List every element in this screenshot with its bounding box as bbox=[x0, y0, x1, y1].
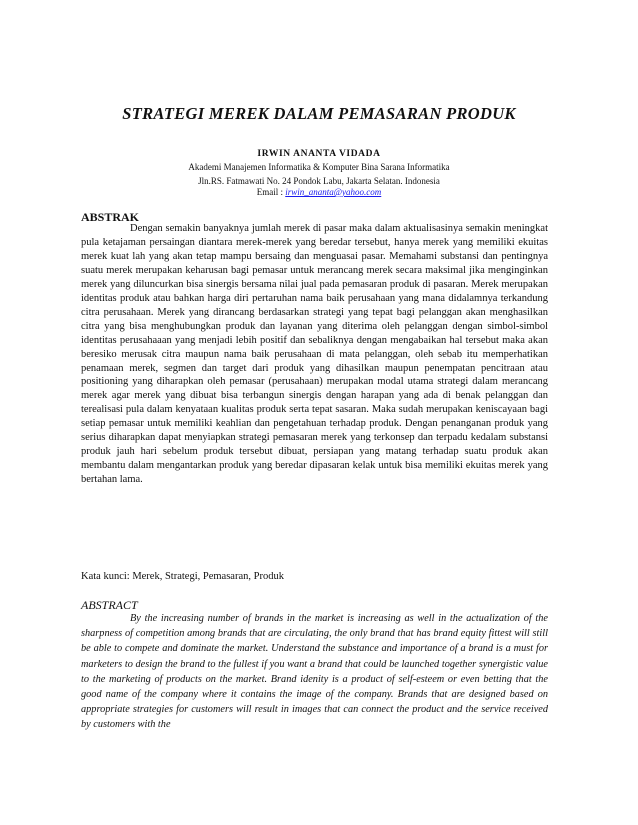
affiliation-address: Jln.RS. Fatmawati No. 24 Pondok Labu, Jakarta Selatan. Indonesia bbox=[198, 176, 440, 186]
paper-title: STRATEGI MEREK DALAM PEMASARAN PRODUK bbox=[122, 104, 516, 123]
author-name: IRWIN ANANTA VIDADA bbox=[257, 149, 381, 159]
affiliation-email bbox=[0, 187, 638, 197]
email-label: Email : bbox=[256, 187, 286, 197]
abstrak-body: Dengan semakin banyaknya jumlah merek di pasar maka dalam aktualisasinya semakin meningkat pula ketajaman persaingan diantara merek-merek yang beredar tersebut, hanya merek yang memiliki ekuitas merek kuat lah yang akan tetap mampu bersaing dan menguasai pasar. Memahami substansi dan pentingnya suatu merek merupakan keharusan bagi pemasar untuk merancang merek secara maksimal jika menginginkan merek yang diluncurkan bisa sinergis bersama nilai jual pada pemasaran produk di pasaran. Merek merupakan identitas produk atau bahkan harga diri pertaruhan nama baik perusahaan yang mana didalamnya terkandung citra perusahaan. Merek yang dirancang berdasarkan strategi yang tepat bagi pelanggan akan menghasilkan citra yang bisa menghubungkan produk dan layanan yang diterima oleh pelanggan dengan simbol-simbol identitas perusahaaan yang menjadi lebih positif dan sebaliknya dengan mengabaikan hal tersebut maka akan beresiko merusak citra maupun nama baik perusahaan di mata pelanggan, oleh sebab itu memperhatikan penamaan merek, segmen dan target dari produk yang dihasilkan maupun penempatan pencitraan atau positioning yang diharapkan oleh pemasar (perusahaan) merupakan modal utama strategi dalam merancang merek agar merek yang dibuat bisa terbangun sinergis dengan harapan yang ada di benak pelanggan dan terealisasi pula dalam kenyataan kualitas produk serta tepat sasaran. Maka sudah merupakan keniscayaan bagi setiap pemasar untuk memiliki keahlian dan pengetahuan terhadap produk. Dengan penanganan produk yang serius diharapkan dapat menyiapkan strategi pemasaran merek yang terkonsep dan terpadu kedalam substansi produk jauh hari sebelum produk tersebut dibuat, persiapan yang matang terhadap suatu produk akan membantu dalam mengantarkan produk yang beredar dipasaran kelak untuk bisa memiliki ekuitas merek yang bertahan lama. bbox=[81, 223, 548, 486]
abstract-heading: ABSTRACT bbox=[81, 598, 138, 612]
abstract-body: By the increasing number of brands in the market is increasing as well in the actualization of the sharpness of competition among brands that are circulating, the only brand that has brand equity fittest will still be able to compete and dominate the market. Understand the substance and importance of a brand is a must for marketers to design the brand to the fullest if you want a brand that could be launched together synergistic value to the marketing of products on the market. Brand idenity is a product of self-esteem or even betting that the good name of the company where it contains the image of the company. Brands that are designed based on appropriate strategies for customers will result in images that can connect the product and the service received by customers with the bbox=[81, 613, 548, 731]
affiliation-institution: Akademi Manajemen Informatika & Komputer Bina Sarana Informatika bbox=[188, 162, 450, 172]
abstrak-heading: ABSTRAK bbox=[81, 210, 140, 224]
email-link[interactable]: irwin_ananta@yahoo.com bbox=[285, 187, 382, 197]
keywords-line: Kata kunci: Merek, Strategi, Pemasaran, Produk bbox=[81, 571, 284, 582]
